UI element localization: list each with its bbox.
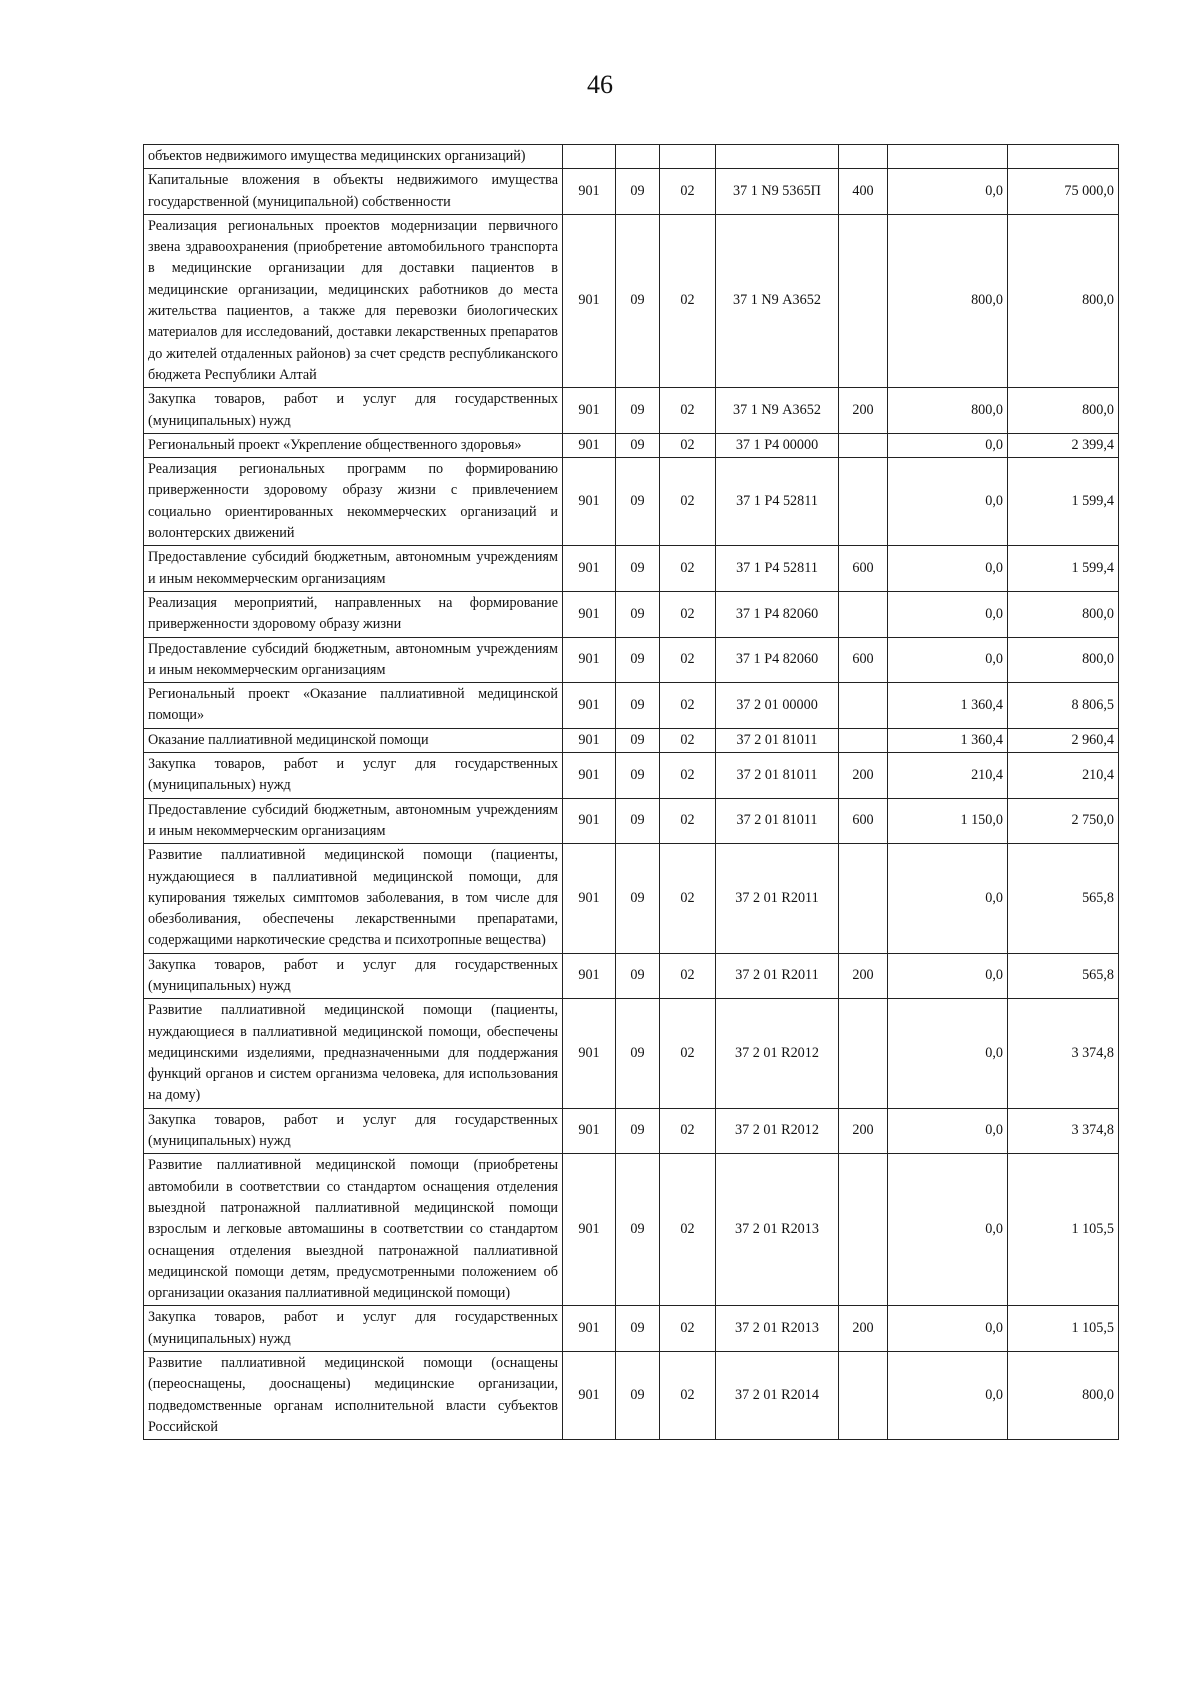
- table-row: [144, 1154, 1119, 1306]
- row-pr-code: 02: [660, 433, 716, 457]
- row-name: Реализация мероприятий, направленных на формирование приверженности здоровому образу жизни: [144, 591, 563, 637]
- table-row: [144, 433, 1119, 457]
- row-vr-code: 200: [839, 1108, 888, 1154]
- row-gr-code: 901: [563, 458, 616, 546]
- row-rz-code: 09: [616, 1352, 660, 1440]
- row-rz-code: [616, 145, 660, 169]
- row-vr-code: 200: [839, 953, 888, 999]
- row-pr-code: 02: [660, 1154, 716, 1306]
- row-pr-code: 02: [660, 683, 716, 729]
- row-amount-2: 565,8: [1008, 844, 1119, 953]
- row-pr-code: 02: [660, 1352, 716, 1440]
- table-row: [144, 637, 1119, 683]
- row-csr-code: 37 1 P4 00000: [716, 433, 839, 457]
- row-name: Закупка товаров, работ и услуг для государственных (муниципальных) нужд: [144, 953, 563, 999]
- row-gr-code: [563, 145, 616, 169]
- row-name: Оказание паллиативной медицинской помощи: [144, 728, 563, 752]
- row-csr-code: 37 2 01 81011: [716, 798, 839, 844]
- row-amount-2: [1008, 145, 1119, 169]
- row-vr-code: [839, 1352, 888, 1440]
- budget-table-body: [144, 145, 1119, 1440]
- row-amount-2: 75 000,0: [1008, 169, 1119, 215]
- row-amount-1: 210,4: [888, 753, 1008, 799]
- table-row: [144, 753, 1119, 799]
- row-amount-2: 800,0: [1008, 388, 1119, 434]
- row-csr-code: 37 2 01 R2014: [716, 1352, 839, 1440]
- row-amount-1: 0,0: [888, 169, 1008, 215]
- row-pr-code: 02: [660, 728, 716, 752]
- table-row: [144, 999, 1119, 1108]
- row-vr-code: [839, 1154, 888, 1306]
- row-amount-1: 0,0: [888, 1108, 1008, 1154]
- row-amount-1: 0,0: [888, 1154, 1008, 1306]
- row-name: Региональный проект «Укрепление общественного здоровья»: [144, 433, 563, 457]
- row-gr-code: 901: [563, 169, 616, 215]
- row-name: Закупка товаров, работ и услуг для государственных (муниципальных) нужд: [144, 1108, 563, 1154]
- row-amount-1: 1 360,4: [888, 683, 1008, 729]
- row-rz-code: 09: [616, 798, 660, 844]
- row-pr-code: 02: [660, 953, 716, 999]
- row-rz-code: 09: [616, 953, 660, 999]
- row-csr-code: 37 1 P4 82060: [716, 637, 839, 683]
- row-amount-1: 0,0: [888, 591, 1008, 637]
- row-vr-code: 600: [839, 637, 888, 683]
- row-pr-code: 02: [660, 844, 716, 953]
- row-rz-code: 09: [616, 1108, 660, 1154]
- row-amount-2: 1 599,4: [1008, 546, 1119, 592]
- row-rz-code: 09: [616, 458, 660, 546]
- row-gr-code: 901: [563, 214, 616, 387]
- row-name: Предоставление субсидий бюджетным, автономным учреждениям и иным некоммерческим организациям: [144, 546, 563, 592]
- page-number: 46: [587, 70, 613, 99]
- row-name: Реализация региональных проектов модернизации первичного звена здравоохранения (приобретение автомобильного транспорта в медицинские организации для доставки пациентов в медицинские организации, медицинских работников до места жительства пациентов, а также для перевозки биологических материалов для исследований, доставки лекарственных препаратов до жителей отдаленных районов) за счет средств республиканского бюджета Республики Алтай: [144, 214, 563, 387]
- row-amount-1: 1 150,0: [888, 798, 1008, 844]
- row-rz-code: 09: [616, 591, 660, 637]
- row-amount-2: 1 599,4: [1008, 458, 1119, 546]
- row-csr-code: 37 2 01 R2013: [716, 1306, 839, 1352]
- row-vr-code: 600: [839, 546, 888, 592]
- row-rz-code: 09: [616, 388, 660, 434]
- row-vr-code: 200: [839, 753, 888, 799]
- row-pr-code: 02: [660, 798, 716, 844]
- row-amount-1: 800,0: [888, 388, 1008, 434]
- table-row: [144, 214, 1119, 387]
- row-pr-code: 02: [660, 637, 716, 683]
- row-vr-code: [839, 844, 888, 953]
- row-amount-2: 800,0: [1008, 637, 1119, 683]
- row-amount-1: 0,0: [888, 433, 1008, 457]
- row-amount-2: 800,0: [1008, 214, 1119, 387]
- row-rz-code: 09: [616, 546, 660, 592]
- row-csr-code: 37 2 01 00000: [716, 683, 839, 729]
- row-rz-code: 09: [616, 753, 660, 799]
- row-name: Развитие паллиативной медицинской помощи (оснащены (переоснащены, дооснащены) медицинские организации, подведомственные органам исполнительной власти субъектов Российской: [144, 1352, 563, 1440]
- row-amount-1: 0,0: [888, 999, 1008, 1108]
- row-vr-code: [839, 683, 888, 729]
- table-row: [144, 1108, 1119, 1154]
- row-gr-code: 901: [563, 433, 616, 457]
- row-name: Капитальные вложения в объекты недвижимого имущества государственной (муниципальной) собственности: [144, 169, 563, 215]
- row-amount-1: 1 360,4: [888, 728, 1008, 752]
- row-csr-code: 37 2 01 R2011: [716, 953, 839, 999]
- row-rz-code: 09: [616, 1154, 660, 1306]
- row-rz-code: 09: [616, 433, 660, 457]
- row-vr-code: 200: [839, 1306, 888, 1352]
- table-row: [144, 1306, 1119, 1352]
- row-name: Закупка товаров, работ и услуг для государственных (муниципальных) нужд: [144, 753, 563, 799]
- row-rz-code: 09: [616, 999, 660, 1108]
- row-amount-1: 0,0: [888, 546, 1008, 592]
- row-rz-code: 09: [616, 637, 660, 683]
- row-gr-code: 901: [563, 728, 616, 752]
- row-gr-code: 901: [563, 388, 616, 434]
- table-row: [144, 1352, 1119, 1440]
- row-csr-code: 37 1 N9 5365П: [716, 169, 839, 215]
- row-gr-code: 901: [563, 1108, 616, 1154]
- row-name: Предоставление субсидий бюджетным, автономным учреждениям и иным некоммерческим организациям: [144, 798, 563, 844]
- table-row: [144, 388, 1119, 434]
- row-amount-1: [888, 145, 1008, 169]
- row-pr-code: 02: [660, 214, 716, 387]
- table-row: [144, 546, 1119, 592]
- row-pr-code: 02: [660, 546, 716, 592]
- row-gr-code: 901: [563, 1306, 616, 1352]
- table-row: [144, 844, 1119, 953]
- table-row: [144, 145, 1119, 169]
- row-amount-1: 0,0: [888, 458, 1008, 546]
- row-vr-code: [839, 591, 888, 637]
- table-row: [144, 683, 1119, 729]
- row-gr-code: 901: [563, 953, 616, 999]
- row-csr-code: 37 1 N9 А3652: [716, 388, 839, 434]
- row-name: Региональный проект «Оказание паллиативной медицинской помощи»: [144, 683, 563, 729]
- row-name: Закупка товаров, работ и услуг для государственных (муниципальных) нужд: [144, 388, 563, 434]
- row-vr-code: [839, 145, 888, 169]
- row-pr-code: 02: [660, 169, 716, 215]
- row-amount-2: 2 399,4: [1008, 433, 1119, 457]
- row-vr-code: 600: [839, 798, 888, 844]
- row-pr-code: 02: [660, 1306, 716, 1352]
- row-csr-code: 37 2 01 R2013: [716, 1154, 839, 1306]
- row-amount-2: 565,8: [1008, 953, 1119, 999]
- row-vr-code: [839, 999, 888, 1108]
- row-name: Развитие паллиативной медицинской помощи (пациенты, нуждающиеся в паллиативной медицинской помощи, обеспечены медицинскими изделиями, предназначенными для поддержания функций органов и систем организма человека, для использования на дому): [144, 999, 563, 1108]
- row-name: Реализация региональных программ по формированию приверженности здоровому образу жизни с привлечением социально ориентированных некоммерческих организаций и волонтерских движений: [144, 458, 563, 546]
- row-amount-2: 3 374,8: [1008, 1108, 1119, 1154]
- row-pr-code: 02: [660, 388, 716, 434]
- row-gr-code: 901: [563, 637, 616, 683]
- row-gr-code: 901: [563, 999, 616, 1108]
- row-gr-code: 901: [563, 1352, 616, 1440]
- table-row: [144, 798, 1119, 844]
- row-csr-code: 37 1 P4 52811: [716, 458, 839, 546]
- row-vr-code: [839, 433, 888, 457]
- row-amount-2: 2 750,0: [1008, 798, 1119, 844]
- row-vr-code: [839, 458, 888, 546]
- row-pr-code: 02: [660, 591, 716, 637]
- row-amount-1: 0,0: [888, 953, 1008, 999]
- row-rz-code: 09: [616, 683, 660, 729]
- row-gr-code: 901: [563, 591, 616, 637]
- row-gr-code: 901: [563, 844, 616, 953]
- row-amount-2: 3 374,8: [1008, 999, 1119, 1108]
- row-vr-code: [839, 728, 888, 752]
- row-gr-code: 901: [563, 753, 616, 799]
- table-row: [144, 591, 1119, 637]
- row-amount-2: 8 806,5: [1008, 683, 1119, 729]
- row-pr-code: 02: [660, 458, 716, 546]
- row-pr-code: 02: [660, 999, 716, 1108]
- row-amount-2: 1 105,5: [1008, 1154, 1119, 1306]
- row-csr-code: 37 1 N9 А3652: [716, 214, 839, 387]
- row-csr-code: 37 1 P4 52811: [716, 546, 839, 592]
- row-csr-code: 37 2 01 81011: [716, 753, 839, 799]
- row-amount-2: 210,4: [1008, 753, 1119, 799]
- row-amount-1: 800,0: [888, 214, 1008, 387]
- row-gr-code: 901: [563, 1154, 616, 1306]
- row-amount-1: 0,0: [888, 844, 1008, 953]
- row-amount-2: 1 105,5: [1008, 1306, 1119, 1352]
- table-row: [144, 953, 1119, 999]
- row-csr-code: 37 2 01 81011: [716, 728, 839, 752]
- row-csr-code: [716, 145, 839, 169]
- table-row: [144, 458, 1119, 546]
- table-row: [144, 169, 1119, 215]
- row-csr-code: 37 1 P4 82060: [716, 591, 839, 637]
- row-amount-1: 0,0: [888, 1352, 1008, 1440]
- budget-table: [143, 144, 1119, 1440]
- row-vr-code: 400: [839, 169, 888, 215]
- row-rz-code: 09: [616, 169, 660, 215]
- row-rz-code: 09: [616, 214, 660, 387]
- row-pr-code: 02: [660, 753, 716, 799]
- row-csr-code: 37 2 01 R2012: [716, 999, 839, 1108]
- row-csr-code: 37 2 01 R2011: [716, 844, 839, 953]
- row-name: Предоставление субсидий бюджетным, автономным учреждениям и иным некоммерческим организациям: [144, 637, 563, 683]
- row-gr-code: 901: [563, 798, 616, 844]
- row-vr-code: 200: [839, 388, 888, 434]
- row-pr-code: 02: [660, 1108, 716, 1154]
- row-amount-1: 0,0: [888, 637, 1008, 683]
- row-rz-code: 09: [616, 728, 660, 752]
- row-vr-code: [839, 214, 888, 387]
- row-name: Закупка товаров, работ и услуг для государственных (муниципальных) нужд: [144, 1306, 563, 1352]
- row-rz-code: 09: [616, 844, 660, 953]
- row-gr-code: 901: [563, 546, 616, 592]
- row-name: Развитие паллиативной медицинской помощи (пациенты, нуждающиеся в паллиативной медицинской помощи, для купирования тяжелых симптомов заболевания, в том числе для обезболивания, обеспечены лекарственными препаратами, содержащими наркотические средства и психотропные вещества): [144, 844, 563, 953]
- table-row: [144, 728, 1119, 752]
- row-gr-code: 901: [563, 683, 616, 729]
- row-amount-2: 800,0: [1008, 591, 1119, 637]
- row-rz-code: 09: [616, 1306, 660, 1352]
- row-csr-code: 37 2 01 R2012: [716, 1108, 839, 1154]
- row-name: Развитие паллиативной медицинской помощи (приобретены автомобили в соответствии со стандартом оснащения отделения выездной патронажной паллиативной медицинской помощи взрослым и легковые автомашины в соответствии со стандартом оснащения отделения выездной патронажной паллиативной медицинской помощи детям, предусмотренными положением об организации оказания паллиативной медицинской помощи): [144, 1154, 563, 1306]
- row-amount-1: 0,0: [888, 1306, 1008, 1352]
- row-amount-2: 800,0: [1008, 1352, 1119, 1440]
- row-name: объектов недвижимого имущества медицинских организаций): [144, 145, 563, 169]
- row-amount-2: 2 960,4: [1008, 728, 1119, 752]
- row-pr-code: [660, 145, 716, 169]
